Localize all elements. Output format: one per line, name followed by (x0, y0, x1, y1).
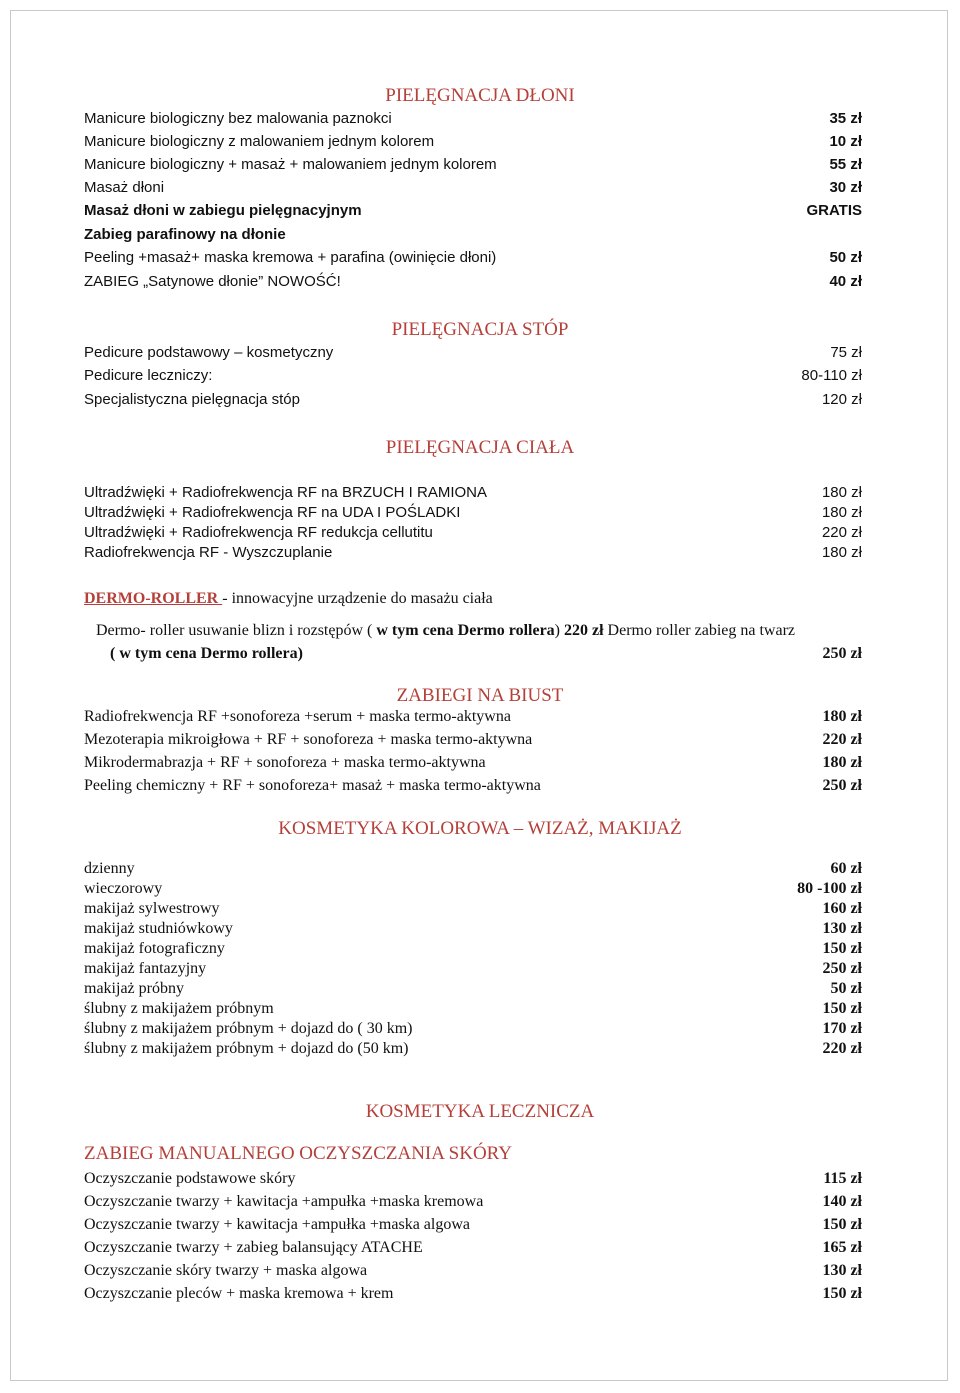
item-price: 115 zł (823, 1170, 862, 1187)
list-item (0, 1283, 960, 1306)
list-item (0, 131, 960, 154)
item-price: 10 zł (829, 133, 862, 150)
section-title-dlonie: PIELĘGNACJA DŁONI (385, 85, 575, 106)
item-price: 50 zł (830, 980, 862, 997)
dermo-roller-line (96, 620, 795, 642)
item-label: Ultradźwięki + Radiofrekwencja RF na UDA I POŚLADKI (84, 504, 461, 521)
list-item (0, 729, 960, 752)
item-label: Oczyszczanie podstawowe skóry (84, 1170, 296, 1187)
list-item (0, 200, 960, 223)
dermo-text-bold: ( w tym cena Dermo rollera) (110, 645, 303, 662)
dermo-price: 250 zł (822, 645, 862, 662)
item-price: 250 zł (822, 960, 862, 977)
item-price: 40 zł (829, 273, 862, 290)
list-item (0, 108, 960, 131)
dermo-text-bold: w tym cena Dermo rollera (376, 622, 555, 639)
item-label: makijaż próbny (84, 980, 184, 997)
item-label: Radiofrekwencja RF +sonoforeza +serum + maska termo-aktywna (84, 708, 511, 725)
item-label: Pedicure podstawowy – kosmetyczny (84, 344, 334, 361)
section-title-wizaz: KOSMETYKA KOLOROWA – WIZAŻ, MAKIJAŻ (278, 818, 682, 839)
item-price: 150 zł (822, 1000, 862, 1017)
list-item (0, 1260, 960, 1283)
list-item (0, 752, 960, 775)
list-item (0, 1214, 960, 1237)
dermo-roller-title: DERMO-ROLLER (84, 590, 223, 607)
list-item (0, 177, 960, 200)
item-price: 165 zł (822, 1239, 862, 1256)
item-price: 180 zł (821, 484, 862, 501)
item-label: Masaż dłoni (84, 179, 165, 196)
item-label: Oczyszczanie twarzy + kawitacja +ampułka +maska algowa (84, 1216, 471, 1233)
dermo-roller-heading (84, 588, 493, 610)
item-label: Oczyszczanie twarzy + zabieg balansujący ATACHE (84, 1239, 423, 1256)
item-price: 180 zł (822, 754, 862, 771)
item-label: makijaż fotograficzny (84, 940, 225, 957)
item-label: Specjalistyczna pielęgnacja stóp (84, 391, 300, 408)
item-label: Zabieg parafinowy na dłonie (84, 226, 286, 243)
list-item (0, 1168, 960, 1191)
item-label: Peeling +masaż+ maska kremowa + parafina (owinięcie dłoni) (84, 249, 497, 266)
item-label: wieczorowy (84, 880, 163, 897)
item-label: ZABIEG „Satynowe dłonie” NOWOŚĆ! (84, 273, 341, 290)
item-label: Ultradźwięki + Radiofrekwencja RF na BRZUCH I RAMIONA (84, 484, 488, 501)
item-price: 60 zł (830, 860, 862, 877)
dermo-text: Dermo- roller usuwanie blizn i rozstępów ( (96, 622, 377, 639)
list-item (0, 775, 960, 798)
list-item (0, 1191, 960, 1214)
item-price: 120 zł (821, 391, 862, 408)
item-price: 30 zł (829, 179, 862, 196)
list-item (0, 154, 960, 177)
item-price: 220 zł (821, 524, 862, 541)
item-label: ślubny z makijażem próbnym (84, 1000, 274, 1017)
list-item (0, 365, 960, 388)
dermo-roller-description: - innowacyjne urządzenie do masażu ciała (222, 590, 493, 607)
section-subtitle-oczyszczanie: ZABIEG MANUALNEGO OCZYSZCZANIA SKÓRY (84, 1143, 513, 1164)
item-label: Mikrodermabrazja + RF + sonoforeza + maska termo-aktywna (84, 754, 486, 771)
item-price: 150 zł (822, 940, 862, 957)
item-price: 130 zł (822, 1262, 862, 1279)
item-price: 150 zł (822, 1216, 862, 1233)
dermo-roller-line (0, 643, 960, 666)
item-label: Manicure biologiczny + masaż + malowaniem jednym kolorem (84, 156, 497, 173)
dermo-text: Dermo roller zabieg na twarz (603, 622, 796, 639)
list-item (0, 1237, 960, 1260)
item-label: dzienny (84, 860, 135, 877)
item-price: 80 -100 zł (797, 880, 862, 897)
item-label: Ultradźwięki + Radiofrekwencja RF redukcja cellutitu (84, 524, 433, 541)
section-title-lecznicza: KOSMETYKA LECZNICZA (365, 1101, 595, 1122)
item-price: 180 zł (821, 504, 862, 521)
list-item (0, 271, 960, 294)
item-price: 170 zł (822, 1020, 862, 1037)
item-price: 220 zł (822, 1040, 862, 1057)
item-label: Oczyszczanie twarzy + kawitacja +ampułka +maska kremowa (84, 1193, 484, 1210)
item-label: ślubny z makijażem próbnym + dojazd do ( 30 km) (84, 1020, 413, 1037)
item-label: Manicure biologiczny z malowaniem jednym kolorem (84, 133, 435, 150)
list-item (0, 542, 960, 565)
item-price: 55 zł (829, 156, 862, 173)
dermo-price: 220 zł (564, 622, 604, 639)
item-label: Radiofrekwencja RF - Wyszczuplanie (84, 544, 333, 561)
item-label: makijaż fantazyjny (84, 960, 207, 977)
item-price: 140 zł (822, 1193, 862, 1210)
item-label: Masaż dłoni w zabiegu pielęgnacyjnym (84, 202, 362, 219)
list-item (0, 1038, 960, 1061)
item-label: Manicure biologiczny bez malowania paznokci (84, 110, 392, 127)
item-price: 250 zł (822, 777, 862, 794)
item-label: Oczyszczanie skóry twarzy + maska algowa (84, 1262, 368, 1279)
item-price: 160 zł (822, 900, 862, 917)
item-label: ślubny z makijażem próbnym + dojazd do (50 km) (84, 1040, 409, 1057)
section-title-cialo: PIELĘGNACJA CIAŁA (385, 437, 575, 458)
list-item (0, 706, 960, 729)
item-label: Mezoterapia mikroigłowa + RF + sonoforeza + maska termo-aktywna (84, 731, 533, 748)
list-item (0, 389, 960, 412)
item-price: 75 zł (830, 344, 862, 361)
section-title-biust: ZABIEGI NA BIUST (396, 685, 564, 706)
item-label: Pedicure leczniczy: (84, 367, 213, 384)
item-label: Oczyszczanie pleców + maska kremowa + krem (84, 1285, 394, 1302)
item-label: makijaż studniówkowy (84, 920, 233, 937)
item-price: 50 zł (829, 249, 862, 266)
item-label: Peeling chemiczny + RF + sonoforeza+ masaż + maska termo-aktywna (84, 777, 541, 794)
dermo-text: ) (554, 622, 564, 639)
item-price: 130 zł (822, 920, 862, 937)
item-label: makijaż sylwestrowy (84, 900, 220, 917)
list-item (0, 247, 960, 270)
list-item (0, 224, 960, 247)
list-item (0, 342, 960, 365)
item-price: 150 zł (822, 1285, 862, 1302)
item-price: 80-110 zł (801, 367, 862, 384)
item-price: 180 zł (821, 544, 862, 561)
item-price: 220 zł (822, 731, 862, 748)
section-title-stopy: PIELĘGNACJA STÓP (391, 319, 569, 340)
item-price: 180 zł (822, 708, 862, 725)
item-price: GRATIS (806, 202, 862, 219)
item-price: 35 zł (829, 110, 862, 127)
